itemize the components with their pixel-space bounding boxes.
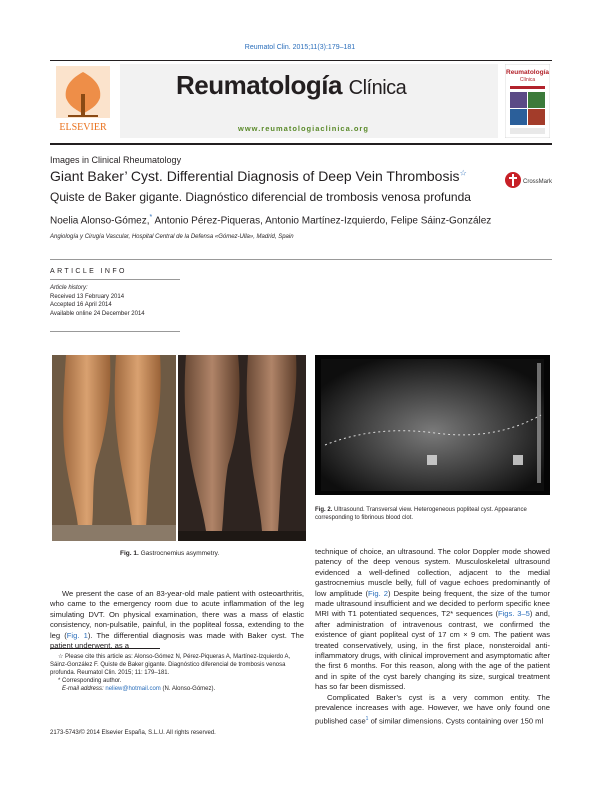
email-owner: (N. Alonso-Gómez). <box>160 686 216 692</box>
journal-title-bold: Reumatología <box>176 70 342 100</box>
journal-title <box>176 70 406 101</box>
author-email-link[interactable]: neliew@hotmail.com <box>105 686 161 692</box>
title-footnote-mark[interactable]: ☆ <box>459 168 467 178</box>
figure-2-ultrasound-image <box>315 355 550 495</box>
body-column-left <box>50 589 304 651</box>
corresponding-footnote <box>50 677 304 685</box>
reference-1-link[interactable]: 1 <box>365 715 369 722</box>
cover-subtitle: Clínica <box>519 77 536 83</box>
fig2-reference-link[interactable]: Fig. 2 <box>368 588 389 598</box>
affiliation: Angiología y Cirugía Vascular, Hospital Central de la Defensa «Gómez-Ulla», Madrid, Spain <box>50 234 294 240</box>
fig1-caption-label: Fig. 1. <box>120 550 139 557</box>
citation-footnote <box>50 653 304 677</box>
article-subtitle: Quiste de Baker gigante. Diagnóstico diferencial de trombosis venosa profunda <box>50 190 471 204</box>
email-label: E-mail address: <box>62 686 106 692</box>
journal-url-link[interactable]: www.reumatologiaclinica.org <box>238 124 369 133</box>
body-text: ) and, after administration of intravenous contrast, we confirmed the existence of giant popliteal cyst of 17 cm × 9 cm. The patient was treated conservatively, using, in the first place, nonsteroidal anti-inflammatory drugs, with clinical improvement and asymptomatic after the first 6 months. For this reason, along with the age of the patient and in spite of the cyst barely changing its size, surgical treatment has so far been dismissed. <box>315 609 550 692</box>
body-text: ). The differential diagnosis was made with Baker cyst. The patient underwent, as a <box>50 630 304 651</box>
fig1-reference-link[interactable]: Fig. 1 <box>66 630 88 640</box>
header-bottom-rule <box>50 143 552 145</box>
accepted-date: Accepted 16 April 2014 <box>50 302 112 308</box>
online-date: Available online 24 December 2014 <box>50 310 145 317</box>
received-date: Received 13 February 2014 <box>50 293 125 300</box>
body-text: technique of choice, an ultrasound. The color Doppler mode showed patency of the deep venous system. Musculoskeletal ultrasound evidenced a well-defined collection, adjacent to the medial gastrocnemius muscle belly, full of vague echoes predominantly of low amplitude ( <box>315 547 550 598</box>
footnote-mark: ☆ <box>58 654 64 660</box>
crossmark-label: CrossMark <box>523 179 552 185</box>
figure-1-legs-photo <box>52 355 306 541</box>
figure-1-caption <box>120 550 219 557</box>
elsevier-logo <box>52 64 114 136</box>
article-section: Images in Clinical Rheumatology <box>50 155 182 165</box>
email-line <box>50 685 304 693</box>
article-history <box>50 284 145 318</box>
footnote-rule <box>50 648 160 649</box>
fig2-caption-text: Ultrasound. Transversal view. Heterogeneous popliteal cyst. Appearance corresponding to fibrinous blood clot. <box>315 507 527 521</box>
body-text: ) Despite being frequent, the size of the tumor made ultrasound insufficient and we decided to perform specific knee MRI with T1 potentiated sequences, T2* sequences ( <box>315 588 550 619</box>
issn-copyright: 2173-5743/© 2014 Elsevier España, S.L.U. All rights reserved. <box>50 730 216 736</box>
footnote-mark: * <box>58 678 61 684</box>
body-paragraph <box>315 693 550 727</box>
body-text: Complicated Baker’s cyst is a very common entity. The prevalence increases with age. However, we have only found one published case <box>315 692 550 726</box>
cover-title: Reumatología <box>506 69 549 76</box>
elsevier-wordmark: ELSEVIER <box>59 122 107 133</box>
article-info-heading: ARTICLE INFO <box>50 268 127 275</box>
journal-citation[interactable]: Reumatol Clin. 2015;11(3):179–181 <box>244 44 356 51</box>
figure-2-caption <box>315 506 550 522</box>
article-title <box>50 168 467 184</box>
footnotes <box>50 653 304 693</box>
article-info-bottom-rule <box>50 331 180 332</box>
author-list <box>50 214 491 226</box>
article-info-rule <box>50 279 180 280</box>
fig2-caption-label: Fig. 2. <box>315 507 333 513</box>
body-text: of similar dimensions. Cysts containing over 150 ml <box>368 716 544 726</box>
body-column-right <box>315 547 550 726</box>
crossmark-icon <box>504 168 552 192</box>
figs-3-5-reference-link[interactable]: Figs. 3–5 <box>497 609 530 619</box>
history-label: Article history: <box>50 285 88 291</box>
corresponding-author-mark[interactable]: * <box>149 214 153 221</box>
journal-title-light: Clínica <box>348 77 407 99</box>
coauthors: Antonio Pérez-Piqueras, Antonio Martínez-Izquierdo, Felipe Sáinz-González <box>152 215 492 227</box>
article-info-top-rule <box>50 259 552 260</box>
header-top-rule <box>50 60 552 61</box>
crossmark-button[interactable] <box>504 168 552 192</box>
journal-cover-thumbnail <box>505 64 550 138</box>
body-paragraph <box>50 589 304 651</box>
article-title-text: Giant Baker’ Cyst. Differential Diagnosis of Deep Vein Thrombosis <box>50 168 460 184</box>
body-paragraph <box>315 547 550 693</box>
first-author: Noelia Alonso-Gómez, <box>50 215 150 227</box>
footnote-text: Please cite this article as: Alonso-Gómez N, Pérez-Piqueras A, Martínez-Izquierdo A, Sáinz-González F. Quiste de Baker gigante. Diagnóstico diferencial de trombosis venosa profunda. Reumatol Clin. 2015; 11: 179–181. <box>50 654 291 676</box>
footnote-text: Corresponding author. <box>60 678 122 684</box>
fig1-caption-text: Gastrocnemius asymmetry. <box>138 550 220 557</box>
body-text: We present the case of an 83-year-old male patient with osteoarthritis, who came to the emergency room due to acute inflammation of the leg simulating DVT. On physical examination, there was a mass of elastic consistency, non-pulsatile, painful, in the popliteal fossa, extending to the leg ( <box>50 589 304 640</box>
